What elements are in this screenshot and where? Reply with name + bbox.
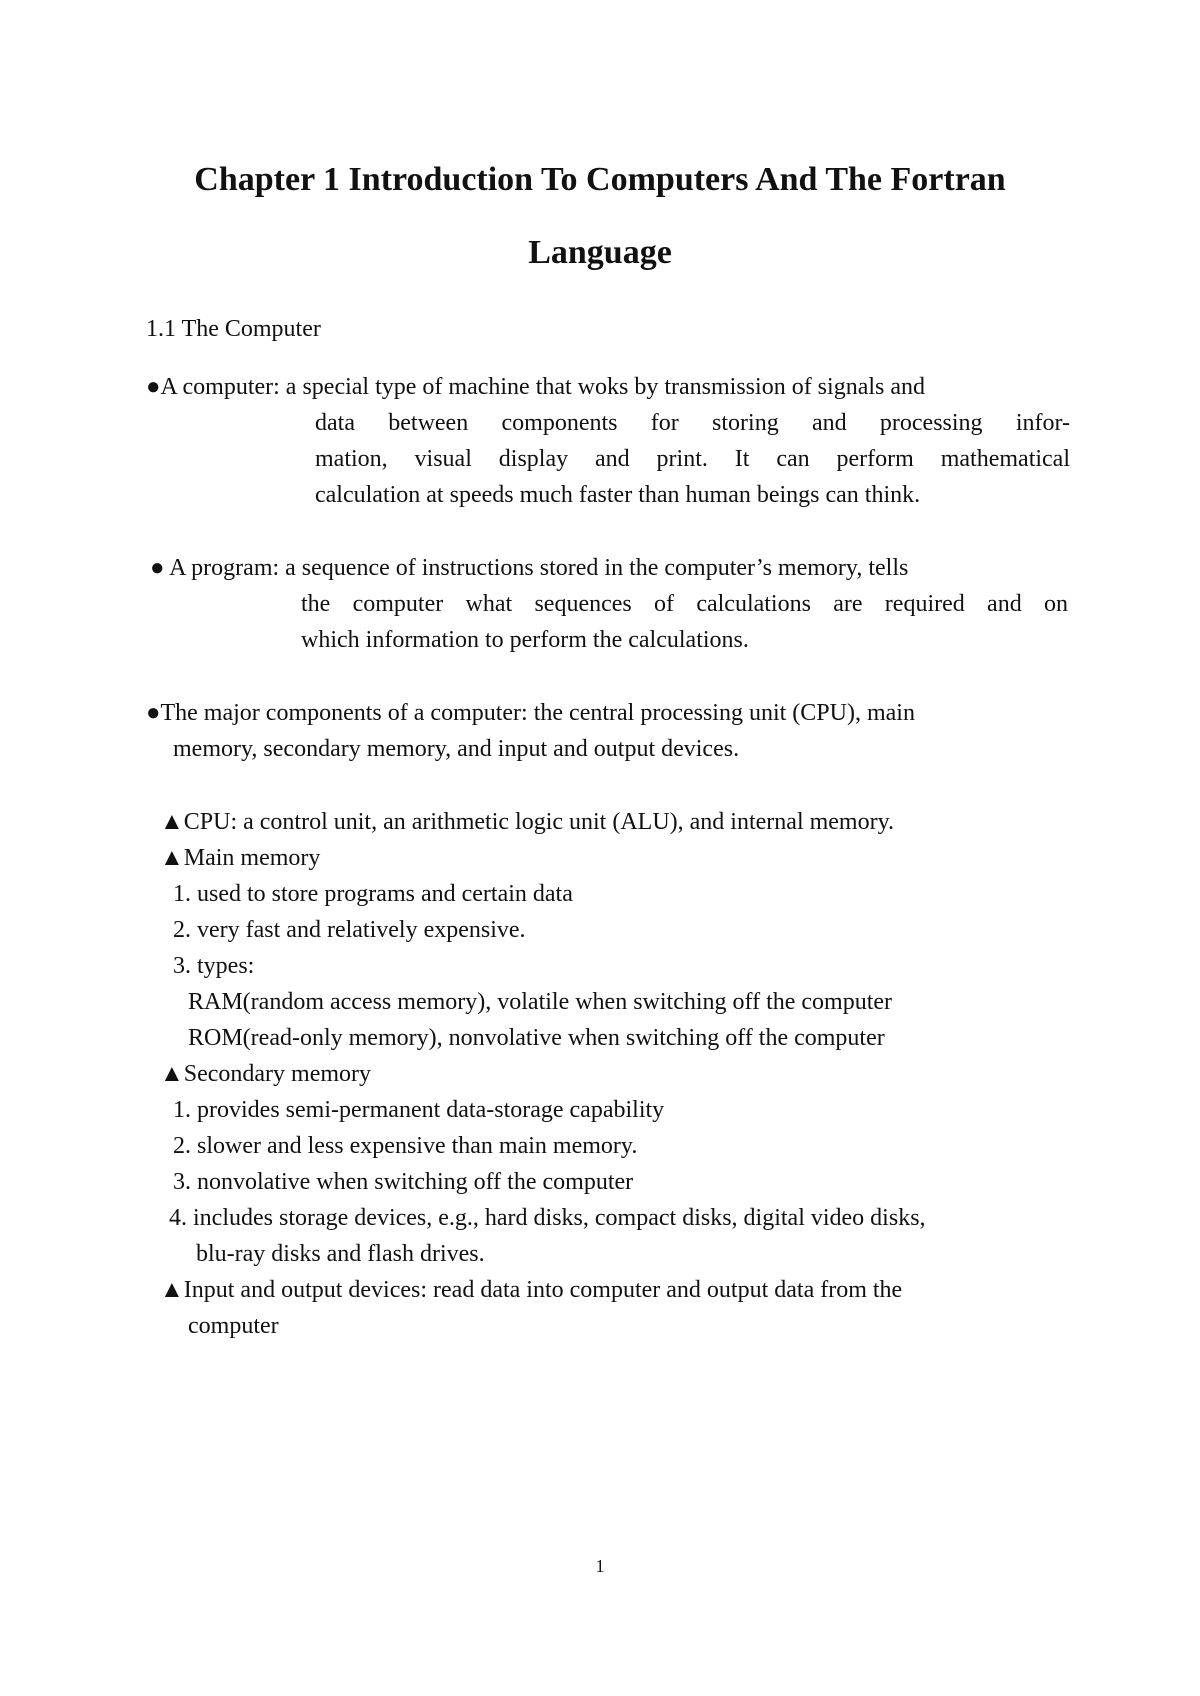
main-memory-item-1: 1. used to store programs and certain data [173,881,573,907]
computer-definition-line-1: ●A computer: a special type of machine that woks by transmission of signals and [146,374,926,400]
main-memory-item-2: 2. very fast and relatively expensive. [173,917,526,943]
secondary-memory-heading: ▲Secondary memory [160,1061,372,1087]
components-line-2: memory, secondary memory, and input and output devices. [173,736,740,762]
secondary-memory-item-3: 3. nonvolative when switching off the computer [173,1169,634,1195]
chapter-title-line-1: Chapter 1 Introduction To Computers And The Fortran [194,161,1006,198]
cpu-item: ▲CPU: a control unit, an arithmetic logic unit (ALU), and internal memory. [160,809,895,835]
section-heading: 1.1 The Computer [146,316,321,342]
program-definition-line-3: which information to perform the calculations. [301,627,749,653]
secondary-memory-item-4-line-2: blu-ray disks and flash drives. [196,1241,485,1267]
computer-definition-line-4: calculation at speeds much faster than human beings can think. [315,482,921,508]
secondary-memory-item-2: 2. slower and less expensive than main memory. [173,1133,638,1159]
main-memory-heading: ▲Main memory [160,845,321,871]
chapter-title-line-2: Language [528,234,672,271]
main-memory-rom: ROM(read-only memory), nonvolative when switching off the computer [188,1025,885,1051]
secondary-memory-item-4-line-1: 4. includes storage devices, e.g., hard disks, compact disks, digital video disks, [169,1205,926,1231]
program-definition-line-2: the computer what sequences of calculations are required and on [301,591,1068,617]
program-definition-line-1: ● A program: a sequence of instructions stored in the computer’s memory, tells [150,555,909,581]
components-line-1: ●The major components of a computer: the central processing unit (CPU), main [146,700,915,726]
page-number: 1 [595,1556,605,1576]
computer-definition-line-3: mation, visual display and print. It can perform mathematical [315,446,1070,472]
secondary-memory-item-1: 1. provides semi-permanent data-storage capability [173,1097,665,1123]
main-memory-item-3: 3. types: [173,953,255,979]
io-devices-line-1: ▲Input and output devices: read data into computer and output data from the [160,1277,903,1303]
io-devices-line-2: computer [188,1313,279,1339]
main-memory-ram: RAM(random access memory), volatile when switching off the computer [188,989,893,1015]
computer-definition-line-2: data between components for storing and processing infor- [315,410,1070,436]
